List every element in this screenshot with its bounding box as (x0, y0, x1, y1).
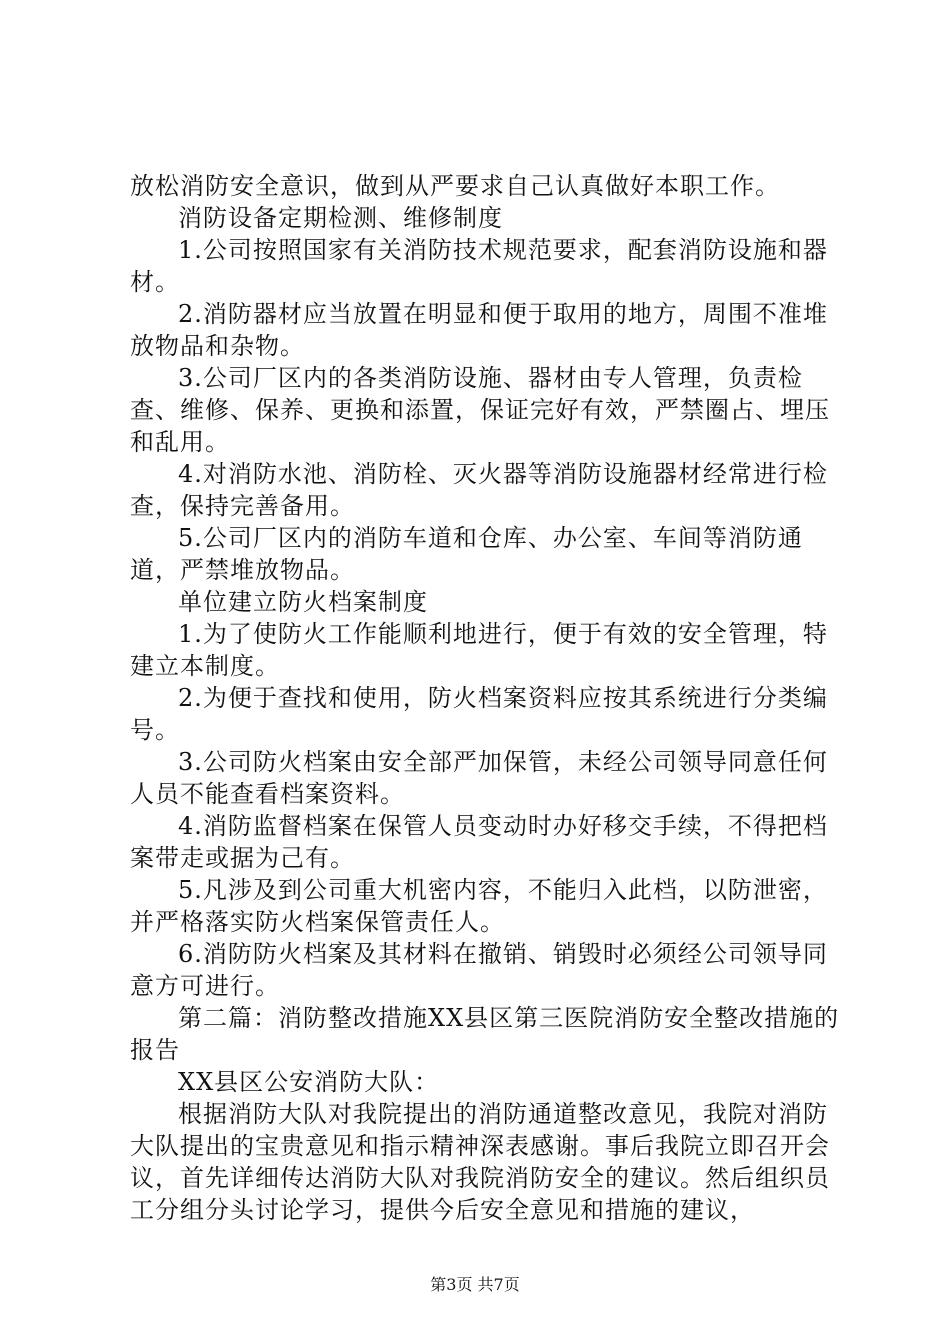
paragraph: 3.公司防火档案由安全部严加保管，未经公司领导同意任何人员不能查看档案资料。 (130, 748, 828, 808)
page-number-footer: 第3页 共7页 (430, 1275, 520, 1294)
paragraph: 5.凡涉及到公司重大机密内容，不能归入此档，以防泄密，并严格落实防火档案保管责任人。 (130, 876, 828, 936)
paragraph: 3.公司厂区内的各类消防设施、器材由专人管理，负责检查、维修、保养、更换和添置，保证完好有效，严禁圈占、埋压和乱用。 (130, 364, 830, 456)
section-heading-fire-archive: 单位建立防火档案制度 (178, 588, 428, 616)
paragraph: 根据消防大队对我院提出的消防通道整改意见，我院对消防大队提出的宝贵意见和指示精神深表感谢。事后我院立即召开会议，首先详细传达消防大队对我院消防安全的建议。然后组织员工分组分头讨论学习，提供今后安全意见和措施的建议， (130, 1100, 830, 1224)
document-body (130, 170, 840, 1226)
paragraph: 1.公司按照国家有关消防技术规范要求，配套消防设施和器材。 (130, 236, 828, 296)
paragraph: 2.为便于查找和使用，防火档案资料应按其系统进行分类编号。 (130, 684, 828, 744)
paragraph: 4.对消防水池、消防栓、灭火器等消防设施器材经常进行检查，保持完善备用。 (130, 460, 828, 520)
section-heading-equipment-inspection: 消防设备定期检测、维修制度 (178, 204, 503, 232)
salutation: XX县区公安消防大队： (178, 1068, 440, 1096)
paragraph: 放松消防安全意识，做到从严要求自己认真做好本职工作。 (130, 172, 780, 200)
paragraph: 6.消防防火档案及其材料在撤销、销毁时必须经公司领导同意方可进行。 (130, 940, 828, 1000)
paragraph: 5.公司厂区内的消防车道和仓库、办公室、车间等消防通道，严禁堆放物品。 (130, 524, 803, 584)
section-heading-chapter-two: 第二篇：消防整改措施XX县区第三医院消防安全整改措施的报告 (130, 1004, 840, 1064)
paragraph: 1.为了使防火工作能顺利地进行，便于有效的安全管理，特建立本制度。 (130, 620, 828, 680)
paragraph: 2.消防器材应当放置在明显和便于取用的地方，周围不准堆放物品和杂物。 (130, 300, 828, 360)
paragraph: 4.消防监督档案在保管人员变动时办好移交手续，不得把档案带走或据为己有。 (130, 812, 828, 872)
